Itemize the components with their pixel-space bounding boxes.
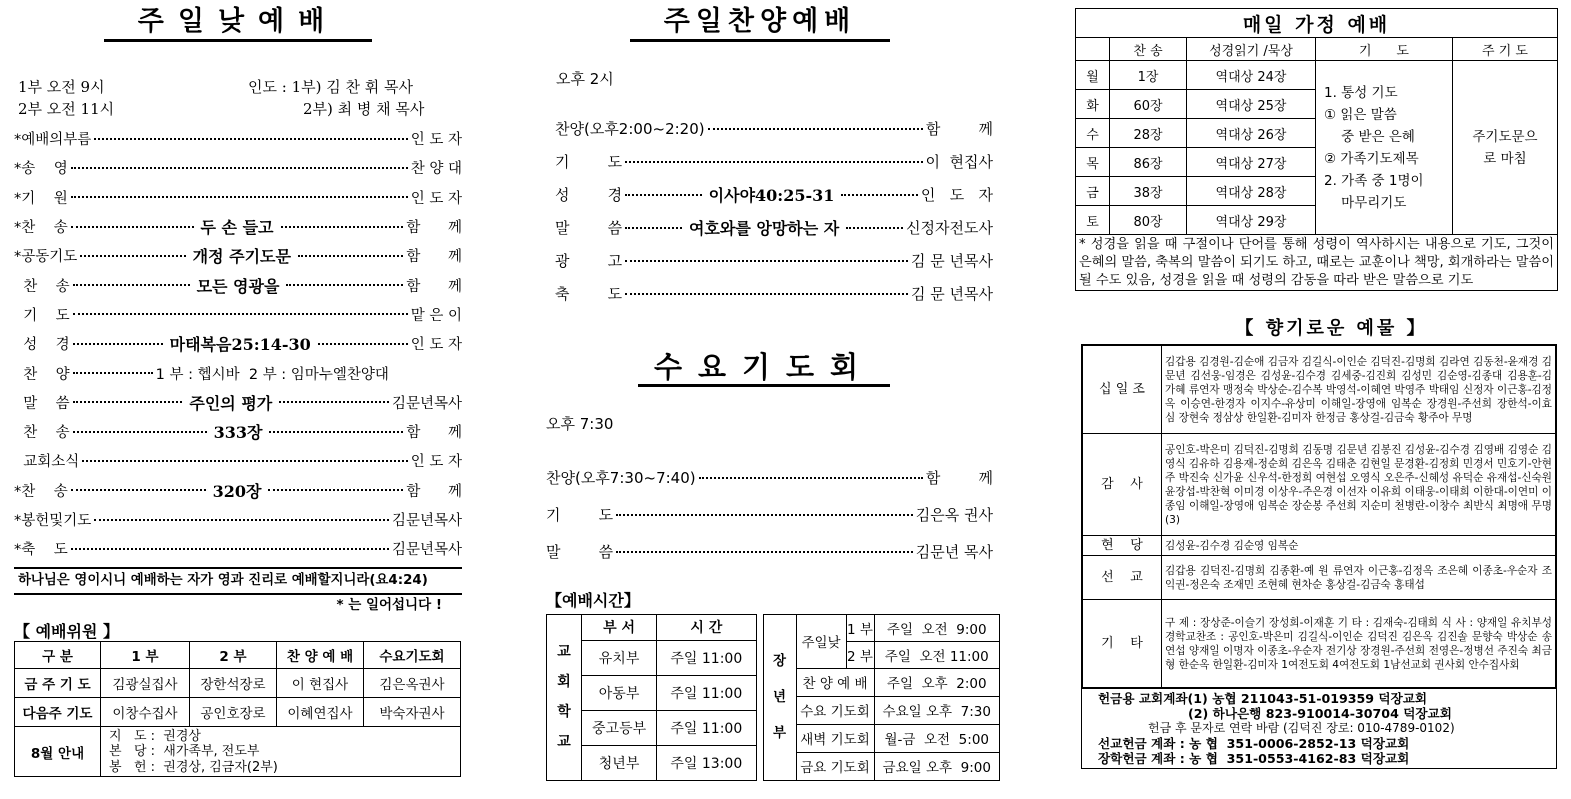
family-row (1076, 61, 1558, 90)
order-label: 기 도 (14, 307, 70, 324)
school-time: 주일 11:00 (657, 640, 756, 675)
offering-box (1081, 344, 1557, 769)
family-hymn: 60장 (1110, 90, 1187, 119)
dot-leader (699, 477, 923, 479)
service-times (14, 76, 462, 126)
order-label: *봉헌및기도 (14, 513, 92, 529)
praise-order-list (546, 112, 993, 310)
order-label: 기 도 (555, 153, 623, 171)
prayer-line: ① 읽은 말씀 (1324, 106, 1397, 123)
adult-time: 수요일 오후 7:30 (874, 696, 999, 724)
order-content: 333장 (213, 423, 263, 443)
offering-names: 김성윤-김수경 김순영 임복순 (1162, 536, 1556, 556)
school-dept: 중고등부 (582, 710, 657, 745)
adult-time: 금요일 오후 9:00 (874, 752, 999, 780)
order-item (546, 459, 993, 496)
service-time-1: 1부 오전 9시 (18, 78, 105, 96)
family-worship-column (1075, 0, 1558, 769)
adult-service: 금요 기도회 (796, 752, 874, 780)
account-line: 선교헌금 계좌 : 농 협 351-0006-2852-13 덕장교회 (1098, 736, 1410, 752)
order-responsible: 함 께 (925, 120, 993, 138)
order-responsible: 인 도 자 (410, 454, 462, 471)
family-reading: 역대상 26장 (1187, 119, 1316, 148)
committee-header: 1 부 (101, 642, 190, 669)
order-label: *송 영 (14, 161, 68, 178)
family-hymn: 38장 (1110, 177, 1187, 206)
family-hymn: 1장 (1110, 61, 1187, 90)
wednesday-title: 수요기도회 (653, 350, 875, 384)
order-label: 말 씀 (555, 219, 623, 237)
dot-leader (73, 431, 207, 433)
account-line: 헌금용 교회계좌(1) 농협 211043-51-019359 덕장교회 (1098, 691, 1428, 707)
order-item (14, 241, 462, 270)
offering-label: 십 일 조 (1083, 346, 1162, 434)
wednesday-order-list (546, 459, 993, 570)
order-content: 320장 (212, 481, 262, 501)
adult-time: 주일 오전 11:00 (874, 641, 999, 668)
adult-time: 월-금 오전 5:00 (874, 724, 999, 752)
order-item (14, 124, 462, 153)
prayer-line: 2. 가족 중 1명이 (1324, 172, 1424, 189)
prayer-line: 1. 통성 기도 (1324, 84, 1398, 101)
dot-leader (73, 313, 408, 315)
offering-label: 기 타 (1083, 600, 1162, 688)
dot-leader (73, 343, 163, 345)
order-label: *기 원 (14, 190, 68, 207)
family-day: 토 (1076, 206, 1110, 235)
family-hymn: 86장 (1110, 148, 1187, 177)
order-label: 찬 송 (14, 425, 70, 442)
scripture-verse: 하나님은 영이시니 예배하는 자가 영과 진리로 예배할지니라(요4:24) (14, 567, 462, 595)
order-responsible: 김은옥 권사 (915, 506, 993, 524)
order-responsible: 김 문 년목사 (911, 285, 993, 303)
august-line: 봉 헌 : 권경상, 김금자(2부) (109, 759, 278, 775)
order-responsible: 김문년 목사 (915, 543, 993, 561)
committee-header: 2 부 (190, 642, 277, 669)
offering-names: 공인호-박은미 김덕진-김명희 김동명 김문년 김봉진 김성윤-김수경 김영배 김영순 김영식 김유하 김용재-정순희 김은옥 김태춘 김현일 문경환-김정희 민경서 민호기-안현주 박진숙 신가윤 신우석-한정희 여현섭 오영식 오은주-신혜성 유덕순 유재섭-신숙원 윤장섭-박찬혁 이미경 이상우-주은경 이선자 이유희 이태웅-이태희 이한대-이연미 이종임 이해일-장영애 임복순 장순봉 주선희 지순미 천병란-이창수 최반식 최명애 무명(3) (1162, 434, 1556, 536)
order-item (14, 476, 462, 505)
order-label: 광 고 (555, 252, 623, 270)
adult-sub: 1 부 (846, 615, 874, 642)
school-dept: 청년부 (582, 745, 657, 780)
order-responsible: 인 도 자 (410, 190, 462, 207)
order-content: 마태복음25:14-30 (169, 335, 311, 355)
school-time: 주일 11:00 (657, 710, 756, 745)
order-label: 성 경 (14, 337, 70, 354)
family-header: 기 도 (1316, 38, 1453, 61)
dot-leader (279, 401, 389, 403)
family-reading: 역대상 28장 (1187, 177, 1316, 206)
offering-label: 감 사 (1083, 434, 1162, 536)
august-row (15, 727, 461, 777)
order-item (14, 270, 462, 299)
vertical-label: 교 회 학 교 (557, 644, 571, 751)
dot-leader (71, 548, 389, 550)
committee-title: 【 예배위원 】 (14, 622, 119, 642)
order-content: 이사야40:25-31 (708, 186, 835, 205)
dot-leader (71, 167, 408, 169)
dot-leader (625, 227, 682, 229)
dot-leader (281, 226, 404, 228)
committee-cell: 이혜연집사 (277, 698, 364, 727)
order-responsible: 함 께 (406, 249, 463, 266)
school-dept: 아동부 (582, 675, 657, 710)
school-time: 주일 13:00 (657, 745, 756, 780)
order-responsible: 찬 양 대 (410, 161, 462, 178)
committee-row (15, 698, 461, 727)
offering-label: 현 당 (1083, 536, 1162, 556)
family-day: 목 (1076, 148, 1110, 177)
school-label (547, 615, 582, 781)
order-responsible: 신정자전도사 (906, 219, 994, 237)
adult-time: 주일 오후 2:00 (874, 668, 999, 696)
order-item (14, 212, 462, 241)
adult-service: 새벽 기도회 (796, 724, 874, 752)
order-responsible: 함 께 (925, 469, 993, 487)
order-responsible: 인 도 자 (410, 337, 462, 354)
order-label: 교회소식 (14, 454, 80, 471)
order-responsible: 김문년목사 (391, 513, 462, 529)
august-label: 8월 안내 (15, 727, 101, 777)
adult-sub: 2 부 (846, 641, 874, 668)
order-label: *찬 송 (14, 483, 68, 500)
dot-leader (94, 138, 407, 140)
order-item (14, 300, 462, 329)
dot-leader (73, 372, 153, 374)
praise-service-column (546, 0, 1000, 781)
dot-leader (708, 128, 923, 130)
order-label: 찬 양 (14, 366, 70, 383)
offering-names: 김갑용 김덕진-김명희 김종환-예 원 류연자 이근홍-김정옥 조은혜 이종초-우순자 조익권-정은숙 조재민 조현혜 현차순 홍상걸-김금숙 홍태섭 (1162, 556, 1556, 600)
prayer-line: 중 받은 은혜 (1324, 128, 1415, 145)
wednesday-title-wrap (638, 350, 890, 387)
dot-leader (318, 343, 408, 345)
committee-cell: 장한석장로 (190, 669, 277, 698)
offering-label: 선 교 (1083, 556, 1162, 600)
order-responsible: 1 부 : 헵시바 2 부 : 임마누엘찬양대 (155, 366, 389, 383)
account-info (1082, 688, 1556, 768)
adult-label (763, 615, 796, 781)
dot-leader (94, 519, 389, 521)
account-contact: 헌금 후 문자로 연락 바람 (김덕진 장로: 010-4789-0102) (1148, 721, 1455, 736)
order-label: 성 경 (555, 186, 623, 204)
dot-leader (73, 284, 190, 286)
praise-service-title-wrap (630, 5, 890, 42)
order-item (555, 211, 993, 244)
order-item (14, 329, 462, 358)
order-responsible: 김 문 년목사 (911, 252, 993, 270)
adult-service: 수요 기도회 (796, 696, 874, 724)
family-reading: 역대상 24장 (1187, 61, 1316, 90)
vertical-label: 장 년 부 (772, 653, 787, 742)
dot-leader (286, 284, 403, 286)
order-label: *예배의부름 (14, 132, 92, 149)
order-item (14, 153, 462, 182)
order-item (555, 244, 993, 277)
order-item (14, 505, 462, 534)
dot-leader (80, 255, 185, 257)
order-label: 찬양(오후7:30~7:40) (546, 469, 696, 487)
committee-row (15, 669, 461, 698)
dot-leader (71, 489, 206, 491)
order-label: 축 도 (555, 285, 623, 303)
family-reading: 역대상 27장 (1187, 148, 1316, 177)
order-item (546, 533, 993, 570)
school-dept: 유치부 (582, 640, 657, 675)
family-worship-title: 매일 가정 예배 (1076, 9, 1558, 38)
sunday-service-title: 주일낮예배 (137, 6, 339, 37)
offering-row (1083, 346, 1556, 434)
order-item (546, 496, 993, 533)
dot-leader (616, 551, 913, 553)
order-item (555, 178, 993, 211)
leader-1: 인도 : 1부) 김 찬 휘 목사 (248, 78, 413, 96)
account-line: (2) 하나은행 823-910014-30704 덕장교회 (1188, 706, 1452, 722)
adult-time: 주일 오전 9:00 (874, 615, 999, 642)
offering-row (1083, 556, 1556, 600)
order-label: 말 씀 (546, 543, 614, 561)
order-content: 여호와를 앙망하는 자 (688, 219, 840, 238)
family-header: 성경읽기 /묵상 (1187, 38, 1316, 61)
committee-cell: 금 주 기 도 (15, 669, 101, 698)
committee-table (14, 641, 461, 777)
committee-header: 찬 양 예 배 (277, 642, 364, 669)
service-time-2: 2부 오전 11시 (18, 100, 115, 118)
offering-row (1083, 600, 1556, 688)
school-table (546, 614, 757, 781)
order-item (555, 277, 993, 310)
family-header: 주 기 도 (1453, 38, 1558, 61)
order-item (14, 446, 462, 475)
order-label: *공동기도 (14, 249, 78, 266)
school-header: 시 간 (657, 615, 756, 641)
committee-cell: 이창수집사 (101, 698, 190, 727)
dot-leader (71, 196, 408, 198)
committee-cell: 공인호장로 (190, 698, 277, 727)
family-header (1076, 38, 1110, 61)
lords-prayer: 주기도문으로 마침 (1453, 61, 1558, 235)
order-responsible: 김문년목사 (391, 395, 463, 412)
committee-header: 수요기도회 (364, 642, 461, 669)
committee-header: 구 분 (15, 642, 101, 669)
sunday-service-title-wrap (104, 5, 372, 42)
order-item (14, 183, 462, 212)
dot-leader (298, 255, 403, 257)
schedule-tables (546, 614, 1000, 781)
family-note: * 성경을 읽을 때 구절이나 단어를 통해 성령이 역사하시는 내용으로 기도, 그것이 은혜의 말씀, 축복의 말씀이 되기도 하고, 때로는 교훈이나 책망, 회개하라는 말씀이 될 수도 있음, 성경을 읽을 때 성령의 감동을 따라 받은 말씀으로 기도 (1076, 235, 1558, 291)
school-header: 부 서 (582, 615, 657, 641)
prayer-line: ② 가족기도제목 (1324, 150, 1419, 167)
family-worship-table (1075, 8, 1558, 291)
prayer-line: 마무리기도 (1324, 194, 1407, 211)
order-label: *찬 송 (14, 220, 68, 237)
order-responsible: 인 도 자 (920, 186, 993, 204)
sunday-order-list (14, 124, 462, 563)
order-item (14, 358, 462, 387)
family-day: 수 (1076, 119, 1110, 148)
order-content: 두 손 들고 (200, 218, 274, 238)
committee-cell: 이 현집사 (277, 669, 364, 698)
order-responsible: 함 께 (406, 425, 463, 442)
order-item (14, 388, 462, 417)
order-responsible: 함 께 (406, 483, 463, 500)
dot-leader (268, 489, 403, 491)
stand-note: * 는 일어섭니다 ! (336, 597, 442, 614)
family-hymn: 80장 (1110, 206, 1187, 235)
order-label: *축 도 (14, 542, 68, 559)
offering-names: 구 제 : 장상준-이슬기 장성희-이재훈 기 타 : 김재숙-김태희 식 사 : 양재일 유치부성경학교찬조 : 공인호-박은미 김길식-이인순 김덕진 김은옥 김진솔 문향숙 박상순 송연섭 양재일 이명자 이종초-우순자 전기상 장경원-주선희 전영은-정병선 주진숙 최금형 한순옥 한일환-김미자 1여전도회 4여전도회 1남선교회 권사회 안수집사회 (1162, 600, 1556, 688)
family-header: 찬 송 (1110, 38, 1187, 61)
committee-header-row (15, 642, 461, 669)
order-content: 주인의 평가 (189, 393, 273, 413)
sunday-service-column (14, 0, 462, 777)
praise-service-title: 주일찬양예배 (663, 6, 857, 37)
order-content: 개정 주기도문 (192, 247, 291, 267)
order-item (555, 145, 993, 178)
leader-2: 2부) 최 병 채 목사 (303, 100, 425, 118)
order-label: 기 도 (546, 506, 614, 524)
dot-leader (625, 161, 922, 163)
dot-leader (625, 194, 702, 196)
account-line: 장학헌금 계좌 : 농 협 351-0553-4162-83 덕장교회 (1098, 751, 1410, 767)
order-responsible: 김문년목사 (391, 542, 462, 559)
dot-leader (625, 260, 908, 262)
dot-leader (841, 194, 918, 196)
offering-table (1082, 345, 1556, 688)
order-responsible: 함 께 (406, 278, 463, 295)
order-label: 찬양(오후2:00~2:20) (555, 120, 705, 138)
order-content: 모든 영광을 (196, 276, 280, 296)
family-day: 금 (1076, 177, 1110, 206)
wednesday-time: 오후 7:30 (546, 415, 614, 433)
offering-title: 【 향기로운 예물 】 (1235, 318, 1428, 340)
family-hymn: 28장 (1110, 119, 1187, 148)
order-label: 찬 송 (14, 278, 70, 295)
order-label: 말 씀 (14, 395, 70, 412)
order-responsible: 인 도 자 (410, 132, 462, 149)
school-time: 주일 11:00 (657, 675, 756, 710)
order-responsible: 이 현집사 (925, 153, 993, 171)
august-line: 본 당 : 새가족부, 전도부 (109, 744, 260, 760)
order-item (14, 417, 462, 446)
august-line: 지 도 : 권경상 (109, 728, 201, 744)
adult-service: 찬 양 예 배 (796, 668, 874, 696)
schedule-title: 【예배시간】 (546, 591, 640, 610)
august-info (101, 727, 461, 777)
family-reading: 역대상 25장 (1187, 90, 1316, 119)
dot-leader (71, 226, 194, 228)
family-day: 화 (1076, 90, 1110, 119)
offering-row (1083, 536, 1556, 556)
dot-leader (846, 227, 903, 229)
dot-leader (82, 460, 408, 462)
adult-table (763, 614, 1000, 781)
dot-leader (616, 514, 913, 516)
family-header-row (1076, 38, 1558, 61)
order-item (555, 112, 993, 145)
committee-cell: 다음주 기도 (15, 698, 101, 727)
dot-leader (73, 401, 183, 403)
family-reading: 역대상 29장 (1187, 206, 1316, 235)
order-item (14, 534, 462, 563)
offering-names: 김갑용 김경원-김순애 김금자 김길식-이인순 김덕진-김명희 김라연 김동천-윤재경 김문년 김선웅-임경은 김성윤-김수경 김세중-김진희 김성민 김순영-김종대 김용훈-김가혜 류연자 맹정숙 박상순-김수복 박영석-이혜연 박영주 박태임 신정자 이근홍-김정옥 이승연-한경자 이지수-유상미 이해일-장영애 임복순 장경원-주선희 장한석-이효심 장현숙 정삼상 한일환-김미자 한정금 홍상걸-김금숙 황주아 무명 (1162, 346, 1556, 434)
praise-time: 오후 2시 (556, 70, 614, 88)
family-day: 월 (1076, 61, 1110, 90)
offering-row (1083, 434, 1556, 536)
dot-leader (269, 431, 403, 433)
dot-leader (625, 293, 908, 295)
adult-service: 주일낮 (796, 615, 846, 669)
prayer-guide (1316, 61, 1453, 235)
order-responsible: 맡 은 이 (410, 307, 462, 324)
committee-cell: 김은옥권사 (364, 669, 461, 698)
order-responsible: 함 께 (406, 220, 462, 237)
committee-cell: 박숙자권사 (364, 698, 461, 727)
committee-cell: 김광실집사 (101, 669, 190, 698)
